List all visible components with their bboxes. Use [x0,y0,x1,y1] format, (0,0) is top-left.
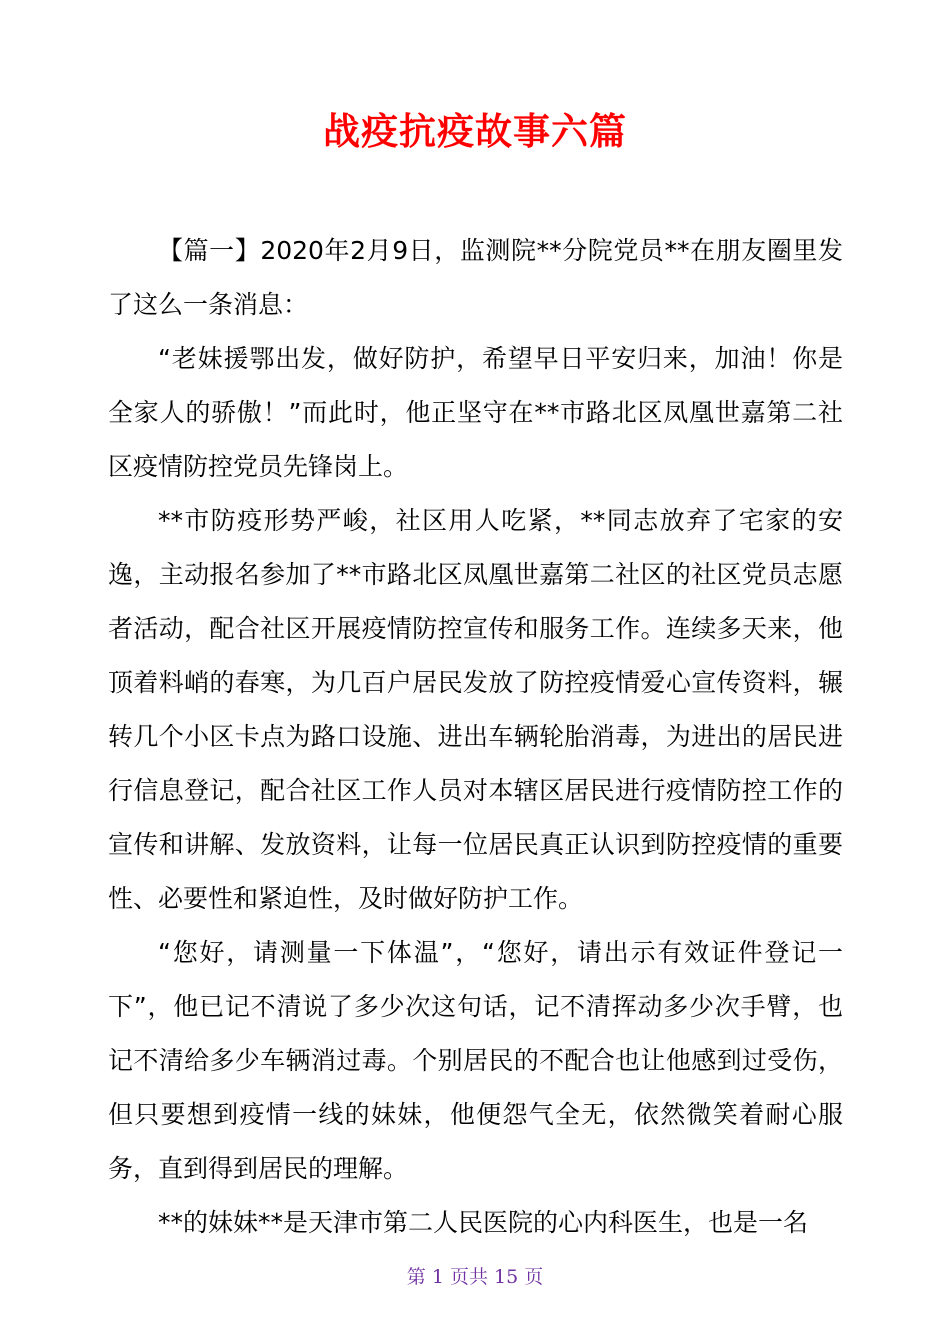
paragraph: “老妹援鄂出发，做好防护，希望早日平安归来，加油！你是全家人的骄傲！”而此时，他正坚守在**市路北区凤凰世嘉第二社区疫情防控党员先锋岗上。 [108,344,843,481]
paragraph: **市防疫形势严峻，社区用人吃紧，**同志放弃了宅家的安逸，主动报名参加了**市路北区凤凰世嘉第二社区的社区党员志愿者活动，配合社区开展疫情防控宣传和服务工作。连续多天来，他顶着料峭的春寒，为几百户居民发放了防控疫情爱心宣传资料，辗转几个小区卡点为路口设施、进出车辆轮胎消毒，为进出的居民进行信息登记，配合社区工作人员对本辖区居民进行疫情防控工作的宣传和讲解、发放资料，让每一位居民真正认识到防控疫情的重要性、必要性和紧迫性，及时做好防护工作。 [108,506,843,913]
paragraph: **的妹妹**是天津市第二人民医院的心内科医生，也是一名 [158,1208,809,1237]
document-body [108,224,843,1250]
paragraph: “您好，请测量一下体温”，“您好，请出示有效证件登记一下”，他已记不清说了多少次这句话，记不清挥动多少次手臂，也记不清给多少车辆消过毒。个别居民的不配合也让他感到过受伤，但只要想到疫情一线的妹妹，他便怨气全无，依然微笑着耐心服务，直到得到居民的理解。 [108,938,843,1183]
document-title: 战疫抗疫故事六篇 [323,110,627,153]
page-number-footer: 第 1 页共 15 页 [406,1266,544,1288]
paragraph: 【篇一】2020年2月9日，监测院**分院党员**在朋友圈里发了这么一条消息： [108,236,843,319]
